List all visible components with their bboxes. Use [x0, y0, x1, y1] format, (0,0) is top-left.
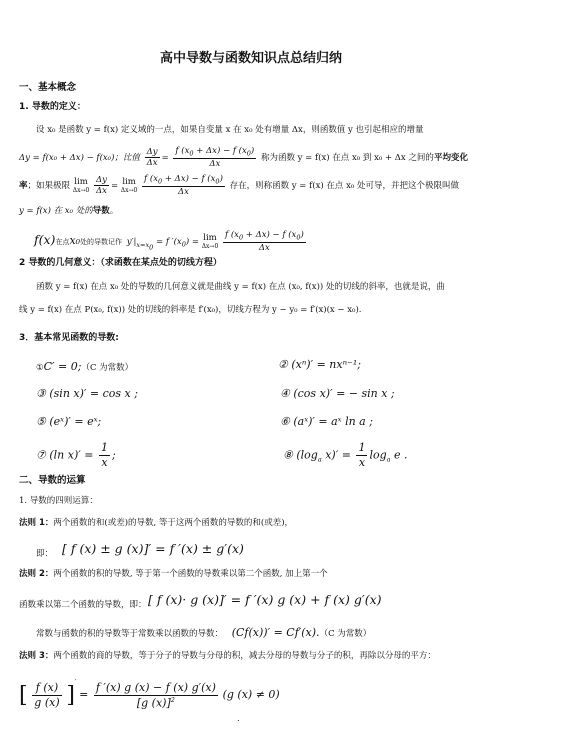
term-average-rate: 平均变化 [433, 153, 468, 164]
section-derivative-operations: 二、导数的运算 [19, 475, 86, 486]
formula-exp: ⑤ (eˣ)′ = eˣ; [36, 415, 102, 428]
paragraph-definition-1: 设 x₀ 是函数 y = f(x) 定义域的一点，如果自变量 x 在 x₀ 处有增量 Δx，则函数值 y 也引起相应的增量 [36, 125, 424, 135]
quotient-left-fraction: $\frac{f (x)}{g (x)}$ [34, 681, 60, 709]
formula-log: ⑧ ($\log_a$ x)′ = $\frac{1}{x}$ $\log_a e$ . [283, 441, 408, 469]
paragraph-definition-2: Δy = f(x₀ + Δx) − f(x₀)；比值 $\frac{\Delta y}{\Delta x}$ = $\frac{f (x_0 + \Delta x) - f (x_0)}{\Delta x}$ 称为函数 y = f(x) 在点 x₀ 到 x₀ + Δx 之间的平均变化 [19, 146, 468, 169]
difference-quotient: $\frac{f (x_0 + \Delta x) - f (x_0)}{\Delta x}$ [175, 146, 255, 169]
limit-operator-1: lim Δx→0 [72, 177, 90, 195]
heading-geometric-meaning: 2 导数的几何意义：（求函数在某点处的切线方程） [19, 258, 222, 268]
limit-difference-quotient: $\frac{f (x_0 + \Delta x) - f (x_0)}{\Delta x}$ [144, 174, 223, 197]
increment-formula: Δy = f(x₀ + Δx) − f(x₀)；比值 [19, 153, 140, 164]
heading-basic-derivatives: 3．基本常见函数的导数: [19, 333, 119, 343]
constant-multiple-formula: (Cf(x))′ = Cf′(x). [231, 626, 320, 639]
derivative-notation-line: f(x)在点x₀处的导数记作 $y'|_{x=x_0} = f$ $'(x_0)$ = lim Δx→0 $\frac{f (x_0 + \Delta x) - f (x_0)}{\Delta x}$ [34, 230, 304, 253]
rule-3-formula: [ $\frac{f (x)}{g (x)}$ ]′ = $\frac{f '(x) g (x) - f (x) g'(x)}{[g (x)]^2}$ (g (x) ≠ 0) [19, 678, 280, 710]
limit-operator-2: lim Δx→0 [120, 177, 138, 195]
ln-fraction: $\frac{1}{x}$ [100, 441, 108, 469]
ratio-fraction: $\frac{\Delta y}{\Delta x}$ [146, 146, 158, 169]
limit-ratio-1: $\frac{\Delta y}{\Delta x}$ [96, 174, 107, 197]
derivative-notation-formula: $y'|_{x=x_0} = f$ $'(x_0)$ = [126, 237, 202, 252]
formula-power: ② (xⁿ)′ = nxⁿ⁻¹; [278, 358, 361, 371]
notation-difference-quotient: $\frac{f (x_0 + \Delta x) - f (x_0)}{\Delta x}$ [224, 230, 304, 253]
formula-cos: ④ (cos x)′ = − sin x ; [280, 387, 395, 400]
paragraph-geometric-1: 函数 y = f(x) 在点 x₀ 处的导数的几何意义就是曲线 y = f(x) 在点 (x₀, f(x)) 处的切线的斜率，也就是说，曲 [36, 282, 445, 292]
formula-sin: ③ (sin x)′ = cos x ; [36, 387, 138, 400]
ratio-description: 称为函数 y = f(x) 在点 x₀ 到 x₀ + Δx 之间的 [260, 153, 434, 164]
rule-2-formula: [ f (x)· g (x)]′ = f ′(x) g (x) + f (x) g′(x) [148, 592, 382, 607]
limit-exists-text: 存在，则称函数 y = f(x) 在点 x₀ 处可导，并把这个极限叫做 [229, 181, 460, 192]
paragraph-definition-3: 率；如果极限 lim Δx→0 $\frac{\Delta y}{\Delta x}$ = lim Δx→0 $\frac{f (x_0 + \Delta x) - f (x_0)}{\Delta x}$ 存在，则称函数 y = f(x) 在点 x₀ 处可导，并把这个极限叫做 [19, 174, 460, 197]
formula-exp-a: ⑥ (aˣ)′ = aˣ ln a ; [280, 415, 373, 428]
heading-four-rules: 1. 导数的四则运算： [19, 496, 98, 506]
rule-1-text: 法则 1：两个函数的和(或差)的导数, 等于这两个函数的导数的和(或差)， [19, 518, 294, 528]
log-fraction: $\frac{1}{x}$ [358, 441, 366, 469]
term-rate: 率 [19, 181, 28, 192]
formula-constant: ①C′ = 0;（C 为常数） [36, 360, 134, 373]
rule-1-formula: [ f (x) ± g (x)]′ = f ′(x) ± g′(x) [62, 541, 244, 556]
heading-derivative-definition: 1. 导数的定义： [19, 102, 86, 112]
limit-intro: ；如果极限 [27, 181, 71, 192]
quotient-right-fraction: $\frac{f '(x) g (x) - f (x) g'(x)}{[g (x)]^2}$ [95, 680, 216, 710]
rule-2-text: 法则 2：两个函数的积的导数, 等于第一个函数的导数乘以第二个函数, 加上第一个 [19, 569, 328, 579]
limit-operator-3: lim Δx→0 [201, 233, 219, 251]
constant-multiple-rule: 常数与函数的积的导数等于常数乘以函数的导数： (Cf(x))′ = Cf′(x).（C 为常数） [36, 626, 372, 639]
paragraph-geometric-2: 线 y = f(x) 在点 P(x₀, f(x)) 处的切线的斜率是 f′(x₀)，切线方程为 y − y₀ = f′(x)(x − x₀). [19, 305, 362, 315]
rule-1-label: 即： [36, 549, 54, 559]
paragraph-definition-4: y = f(x) 在 x₀ 处的导数。 [19, 206, 119, 216]
formula-ln: ⑦ (ln x)′ = $\frac{1}{x}$ ; [36, 441, 116, 469]
term-derivative: 导数 [92, 206, 110, 216]
page-title: 高中导数与函数知识点总结归纳 [160, 51, 343, 66]
section-basic-concepts: 一、基本概念 [19, 82, 77, 93]
rule-3-text: 法则 3：两个函数的商的导数，等于分子的导数与分母的积，减去分母的导数与分子的积，再除以分母的平方： [19, 651, 436, 661]
footer-dot: . [237, 714, 240, 724]
rule-2-continuation: 函数乘以第二个函数的导数，即： [19, 600, 147, 610]
